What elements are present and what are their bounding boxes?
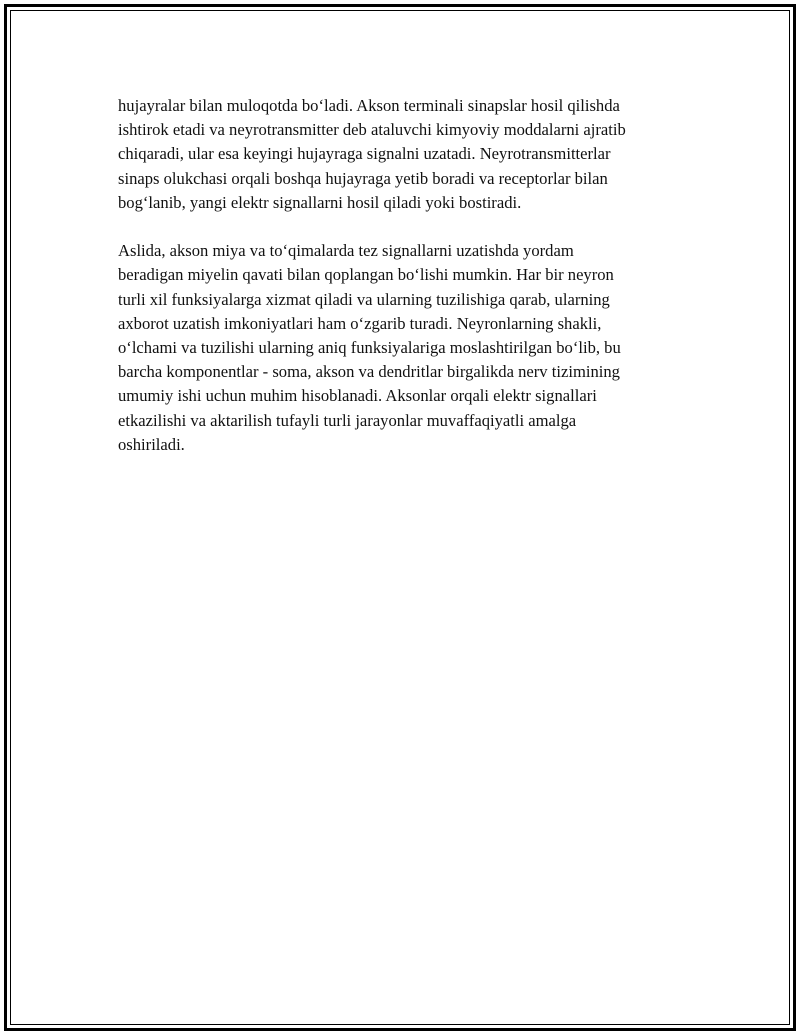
document-body — [118, 94, 698, 457]
text-line: oshiriladi. — [118, 434, 185, 454]
paragraph-2 — [118, 239, 698, 457]
paragraph-1 — [118, 94, 698, 215]
text-line: beradigan miyelin qavati bilan qoplangan bo‘lishi mumkin. Har bir neyron — [118, 265, 614, 285]
text-line: barcha komponentlar - soma, akson va dendritlar birgalikda nerv tizimining — [118, 362, 620, 382]
paragraph-spacer — [118, 215, 698, 239]
text-line: Aslida, akson miya va to‘qimalarda tez signallarni uzatishda yordam — [118, 241, 574, 261]
text-line: umumiy ishi uchun muhim hisoblanadi. Aksonlar orqali elektr signallari — [118, 386, 597, 406]
text-line: axborot uzatish imkoniyatlari ham o‘zgarib turadi. Neyronlarning shakli, — [118, 313, 602, 333]
text-line: ishtirok etadi va neyrotransmitter deb ataluvchi kimyoviy moddalarni ajratib — [118, 120, 626, 140]
text-line: hujayralar bilan muloqotda bo‘ladi. Akson terminali sinapslar hosil qilishda — [118, 96, 620, 115]
text-line: sinaps olukchasi orqali boshqa hujayraga yetib boradi va receptorlar bilan — [118, 168, 608, 188]
text-line: o‘lchami va tuzilishi ularning aniq funksiyalariga moslashtirilgan bo‘lib, bu — [118, 338, 621, 358]
text-line: etkazilishi va aktarilish tufayli turli jarayonlar muvaffaqiyatli amalga — [118, 410, 577, 430]
text-line: bog‘lanib, yangi elektr signallarni hosil qiladi yoki bostiradi. — [118, 192, 522, 212]
text-line: chiqaradi, ular esa keyingi hujayraga signalni uzatadi. Neyrotransmitterlar — [118, 144, 611, 164]
text-line: turli xil funksiyalarga xizmat qiladi va ularning tuzilishiga qarab, ularning — [118, 289, 610, 309]
